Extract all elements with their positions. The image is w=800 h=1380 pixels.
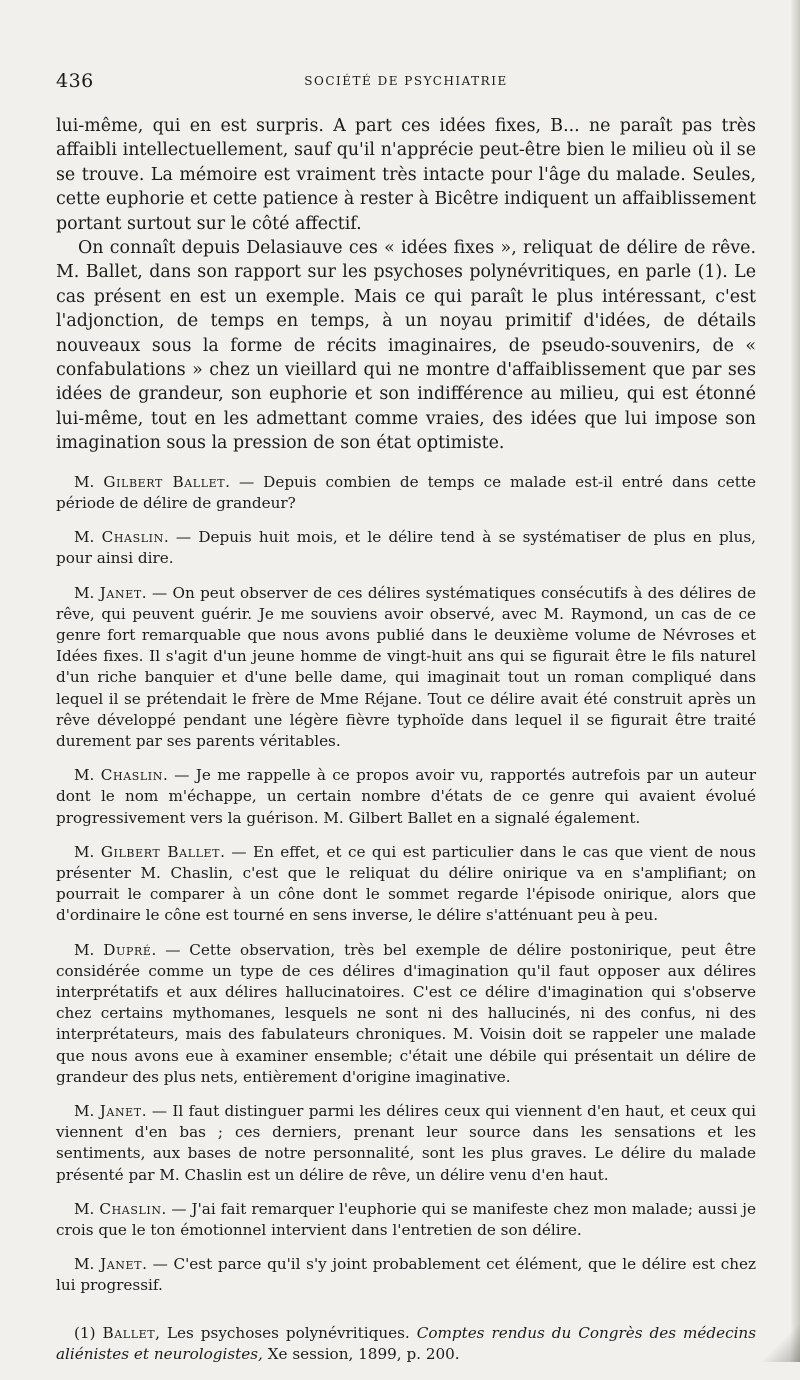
speaker-name: Janet [99, 1101, 142, 1120]
speaker-prefix: M. [74, 583, 100, 602]
body-paragraph-1: lui-même, qui en est surpris. A part ces idées fixes, B... ne paraît pas très affaibli intellectuellement, sauf qu'il n'apprécie peut-être bien le milieu où il se se trouve. La mémoire est vraiment très intacte pour l'âge du malade. Seules, cette euphorie et cette patience à rester à Bicêtre indiquent un affaiblissement portant surtout sur le côté affectif. [56, 116, 756, 234]
speaker-name: Chaslin [99, 1199, 162, 1218]
running-title: SOCIÉTÉ DE PSYCHIATRIE [304, 74, 508, 88]
speaker-name: Gilbert Ballet [100, 842, 221, 861]
dialogue-entry [56, 1101, 756, 1186]
page-corner-shadow [760, 1302, 800, 1362]
dialogue-entry [56, 583, 756, 753]
dialogue-text: . — J'ai fait remarquer l'euphorie qui se manifeste chez mon malade; aussi je crois que le ton émotionnel intervient dans l'entretien de son délire. [56, 1199, 756, 1239]
speaker-prefix: M. [74, 940, 104, 959]
dialogue-text: . — On peut observer de ces délires systématiques consécutifs à des délires de rêve, qui peuvent guérir. Je me souviens avoir observé, avec M. Raymond, un cas de ce genre fort remarquable que nous avons publié dans le deuxième volume de Névroses et Idées fixes. Il s'agit d'un jeune homme de vingt-huit ans qui se figurait être le fils naturel d'un riche banquier et d'une belle dame, qui imaginait tout un roman compliqué dans lequel il se prétendait le frère de Mme Réjane. Tout ce délire avait été construit après un rêve développé pendant une légère fièvre typhoïde dans lequel il se figurait être traité durement par ses parents véritables. [56, 583, 756, 750]
page-edge-shadow [790, 0, 800, 1362]
discussion [56, 472, 756, 1297]
footnote [56, 1323, 756, 1365]
book-page [56, 70, 756, 1380]
page-number: 436 [56, 70, 94, 92]
body-paragraph-2: On connaît depuis Delasiauve ces « idées fixes », reliquat de délire de rêve. M. Ballet, dans son rapport sur les psychoses polynévritiques, en parle (1). Le cas présent en est un exemple. Mais ce qui paraît le plus intéressant, c'est l'adjonction, de temps en temps, à un noyau primitif d'idées, de détails nouveaux sous la forme de récits imaginaires, de pseudo-souvenirs, de « confabulations » chez un vieillard qui ne montre d'affaiblissement que par ses idées de grandeur, son euphorie et son indifférence au milieu, qui est étonné lui-même, tout en les admettant comme vraies, des idées que lui impose son imagination sous la pression de son état optimiste. [56, 238, 756, 454]
dialogue-entry [56, 940, 756, 1088]
speaker-name: Dupré [103, 940, 152, 959]
dialogue-entry [56, 1199, 756, 1241]
dialogue-text: . — Je me rappelle à ce propos avoir vu, rapportés autrefois par un auteur dont le nom m'échappe, un certain nombre d'états de ce genre qui avaient évolué progressivement vers la guérison. M. Gilbert Ballet en a signalé également. [56, 766, 756, 827]
dialogue-entry [56, 1254, 756, 1296]
dialogue-text: . — Il faut distinguer parmi les délires ceux qui viennent d'en haut, et ceux qui viennent d'en bas ; ces derniers, prenant leur source dans les sensations et les sentiments, aux bases de notre personnalité, sont les plus graves. Le délire du malade présenté par M. Chaslin est un délire de rêve, un délire venu d'en haut. [56, 1101, 756, 1184]
speaker-prefix: M. [74, 1101, 100, 1120]
speaker-name: Chaslin [100, 766, 163, 785]
speaker-name: Chaslin [101, 528, 164, 547]
footnote-text-before: , Les psychoses polynévritiques. [155, 1323, 417, 1342]
page-header [56, 70, 756, 96]
speaker-prefix: M. [74, 842, 101, 861]
dialogue-text: . — Depuis combien de temps ce malade est-il entré dans cette période de délire de grandeur? [56, 472, 756, 512]
footnote-title: Comptes rendus du Congrès des médecins aliénistes et neurologistes, [56, 1323, 757, 1363]
dialogue-entry [56, 842, 756, 927]
footnote-text-after: Xe session, 1899, p. 200. [262, 1344, 460, 1363]
dialogue-text: . — Cette observation, très bel exemple de délire postonirique, peut être considérée comme un type de ces délires d'imagination qu'il faut opposer aux délires interprétatifs et aux délires hallucinatoires. C'est ce délire d'imagination qui s'observe chez certains mythomanes, lesquels ne sont ni des hallucinés, ni des confus, ni des interprétateurs, mais des fabulateurs chroniques. M. Voisin doit se rappeler une malade que nous avons eue à examiner ensemble; c'était une débile qui présentait un délire de grandeur des plus nets, entièrement d'origine imaginative. [56, 940, 756, 1086]
speaker-name: Janet [99, 583, 142, 602]
speaker-name: Gilbert Ballet [103, 472, 226, 491]
speaker-prefix: M. [74, 1199, 100, 1218]
dialogue-entry [56, 765, 756, 829]
dialogue-entry [56, 527, 756, 569]
dialogue-text: . — Depuis huit mois, et le délire tend à se systématiser de plus en plus, pour ainsi dire. [56, 528, 756, 568]
dialogue-text: . — En effet, et ce qui est particulier dans le cas que vient de nous présenter M. Chaslin, c'est que le reliquat du délire onirique va en s'amplifiant; on pourrait le comparer à un cône dont le sommet regarde l'épisode onirique, alors que d'ordinaire le cône est tourné en sens inverse, le délire s'atténuant peu à peu. [56, 842, 756, 925]
speaker-prefix: M. [74, 1255, 101, 1274]
footnote-marker: (1) [74, 1323, 103, 1342]
speaker-prefix: M. [74, 528, 102, 547]
footnote-author: Ballet [102, 1323, 156, 1342]
dialogue-entry [56, 472, 756, 514]
speaker-prefix: M. [74, 766, 101, 785]
speaker-prefix: M. [74, 472, 104, 491]
dialogue-text: . — C'est parce qu'il s'y joint probablement cet élément, que le délire est chez lui progressif. [56, 1255, 756, 1295]
speaker-name: Janet [100, 1255, 143, 1274]
